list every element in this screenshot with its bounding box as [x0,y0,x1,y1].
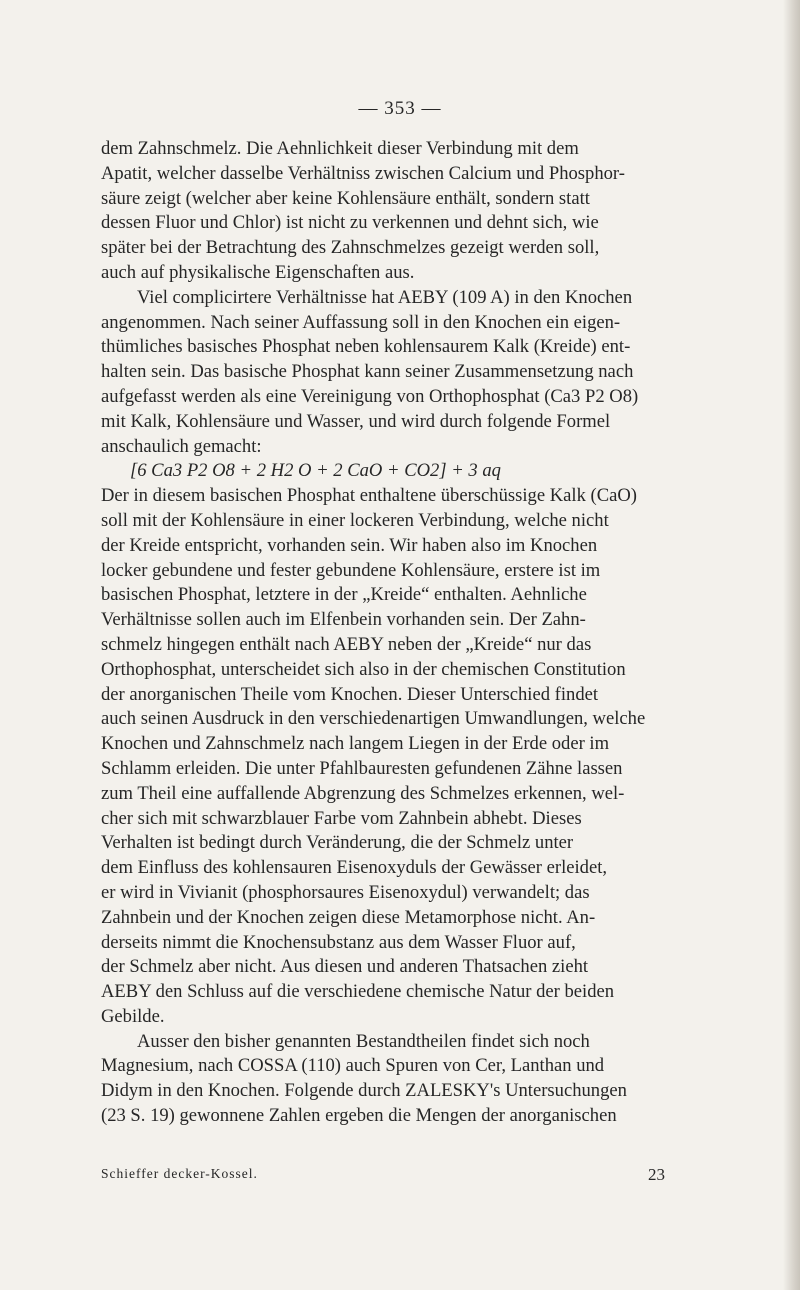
text-line: Der in diesem basischen Phosphat enthaltene überschüssige Kalk (CaO) [101,485,637,507]
text-line: Knochen und Zahnschmelz nach langem Liegen in der Erde oder im [101,733,610,755]
text-line: zum Theil eine auffallende Abgrenzung des Schmelzes erkennen, wel- [101,782,625,804]
text-line: der anorganischen Theile vom Knochen. Dieser Unterschied findet [101,683,599,705]
text-line: auch auf physikalische Eigenschaften aus. [101,261,415,283]
text-line: er wird in Vivianit (phosphorsaures Eisenoxydul) verwandelt; das [101,881,590,903]
text-line: Verhalten ist bedingt durch Veränderung, die der Schmelz unter [101,832,574,854]
text-line: Didym in den Knochen. Folgende durch ZALESKY's Untersuchungen [101,1080,627,1102]
text-line: halten sein. Das basische Phosphat kann seiner Zusammensetzung nach [101,361,634,383]
paragraph-2 [101,286,737,1030]
text-line: soll mit der Kohlensäure in einer lockeren Verbindung, welche nicht [101,509,609,531]
text-line: angenommen. Nach seiner Auffassung soll in den Knochen ein eigen- [101,311,621,333]
text-line: locker gebundene und fester gebundene Kohlensäure, erstere ist im [101,559,601,581]
text-line: basischen Phosphat, letztere in der „Kreide“ enthalten. Aehnliche [101,584,587,606]
text-line: derseits nimmt die Knochensubstanz aus dem Wasser Fluor auf, [101,931,576,953]
text-line: thümliches basisches Phosphat neben kohlensaurem Kalk (Kreide) ent- [101,336,631,358]
text-line: Apatit, welcher dasselbe Verhältniss zwischen Calcium und Phosphor- [101,162,625,184]
page-edge-shadow [783,0,800,1290]
text-line: dem Einfluss des kohlensauren Eisenoxyduls der Gewässer erleidet, [101,857,608,879]
text-line: der Schmelz aber nicht. Aus diesen und anderen Thatsachen zieht [101,956,589,978]
chemical-formula: [6 Ca3 P2 O8 + 2 H2 O + 2 CaO + CO2] + 3 aq [130,460,501,482]
text-line: Orthophosphat, unterscheidet sich also in der chemischen Constitution [101,658,626,680]
page-number: — 353 — [358,98,442,119]
text-line: Verhältnisse sollen auch im Elfenbein vorhanden sein. Der Zahn- [101,609,586,631]
text-line: anschaulich gemacht: [101,435,262,457]
text-line: Schlamm erleiden. Die unter Pfahlbauresten gefundenen Zähne lassen [101,757,623,779]
printer-signature: Schieffer decker-Kossel. [101,1166,258,1181]
text-line: schmelz hingegen enthält nach AEBY neben der „Kreide“ nur das [101,633,592,655]
text-line: dessen Fluor und Chlor) ist nicht zu verkennen und dehnt sich, wie [101,212,599,234]
body-text [101,137,737,1129]
text-line: der Kreide entspricht, vorhanden sein. Wir haben also im Knochen [101,534,598,556]
text-line: (23 S. 19) gewonnene Zahlen ergeben die Mengen der anorganischen [101,1105,617,1127]
text-line: cher sich mit schwarzblauer Farbe vom Zahnbein abhebt. Dieses [101,807,582,829]
text-line: mit Kalk, Kohlensäure und Wasser, und wird durch folgende Formel [101,410,611,432]
paragraph-1 [101,137,737,286]
text-line: Ausser den bisher genannten Bestandtheilen findet sich noch [137,1030,590,1052]
text-line: Magnesium, nach COSSA (110) auch Spuren von Cer, Lanthan und [101,1055,605,1077]
text-line: säure zeigt (welcher aber keine Kohlensäure enthält, sondern statt [101,187,590,209]
text-line: dem Zahnschmelz. Die Aehnlichkeit dieser Verbindung mit dem [101,138,579,159]
text-line: Zahnbein und der Knochen zeigen diese Metamorphose nicht. An- [101,906,596,928]
text-line: später bei der Betrachtung des Zahnschmelzes gezeigt werden soll, [101,237,600,259]
sheet-number: 23 [648,1165,665,1184]
paragraph-3 [101,1030,737,1129]
text-line: aufgefasst werden als eine Vereinigung von Orthophosphat (Ca3 P2 O8) [101,385,639,407]
text-line: Gebilde. [101,1005,165,1027]
text-line: Viel complicirtere Verhältnisse hat AEBY (109 A) in den Knochen [137,286,633,308]
text-line: AEBY den Schluss auf die verschiedene chemische Natur der beiden [101,981,615,1003]
page-footer [101,1166,737,1182]
text-line: auch seinen Ausdruck in den verschiedenartigen Umwandlungen, welche [101,708,646,730]
